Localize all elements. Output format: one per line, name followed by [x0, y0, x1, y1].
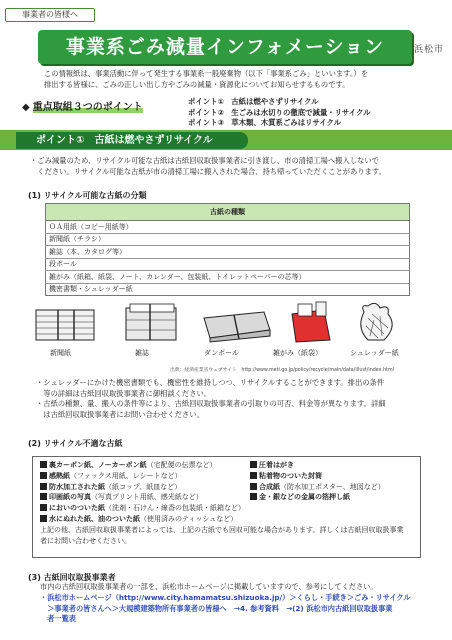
page-title: 事業系ごみ減量インフォメーション — [38, 30, 412, 64]
unsuitable-list-left — [40, 460, 245, 525]
points-heading — [22, 98, 143, 113]
list-item: 防水加工された紙（紙コップ、紙皿など） — [40, 482, 245, 493]
caption-newspaper: 新聞紙 — [50, 349, 71, 357]
square-bullet-icon — [40, 461, 47, 468]
caption-shredder: シュレッダー紙 — [350, 349, 399, 357]
image-source: 出典：経済産業省ウェブサイト http://www.meti.go.jp/policy/recycle/main/data/illust/index.html — [170, 368, 394, 373]
homepage-link[interactable]: ＞事業者の皆さんへ＞大規模建築物所有事業者の皆様へ →4. 参考資料 →(2) 浜松市内古紙回収取扱事業 — [40, 603, 393, 613]
table-row: ＯＡ用紙（コピー用紙等） — [46, 221, 410, 234]
points-title: 重点取組３つのポイント — [32, 102, 143, 113]
square-bullet-icon — [250, 493, 257, 500]
note-line: ・シュレッダーにかけた機密書類でも、機密性を維持しつつ、リサイクルすることができます。排出の条件 — [36, 378, 385, 387]
list-item: 印画紙の写真（写真プリント用紙、感光紙など） — [40, 492, 245, 503]
point-item: ポイント② 生ごみは水切りの徹底で減量・リサイクル — [188, 107, 371, 117]
point-item: ポイント③ 草木類、木質系ごみはリサイクル — [188, 118, 342, 127]
intro-text — [44, 68, 414, 90]
homepage-link[interactable]: 者一覧表 — [40, 614, 76, 624]
paper-bag-illustration — [292, 302, 330, 342]
square-bullet-icon — [40, 504, 47, 511]
table-row: 雑がみ（紙箱、紙袋、ノート、カレンダー、包装紙、トイレットペーパーの芯等） — [46, 271, 410, 284]
note-line: は古紙回収取扱事業者にお問い合わせください。 — [36, 409, 204, 419]
square-bullet-icon — [40, 483, 47, 490]
section1-text — [30, 156, 430, 177]
square-bullet-icon — [40, 493, 47, 500]
list-item: 感熱紙（ファックス用紙、レシートなど） — [40, 471, 245, 482]
list-item: 合成紙（防水加工ポスター、地図など） — [250, 482, 385, 493]
audience-tag: 事業者の皆様へ — [5, 8, 95, 22]
cardboard-illustration — [204, 312, 270, 342]
list-item: 水にぬれた紙、油のついた紙（使用済みのティッシュなど） — [40, 514, 245, 525]
shredder-paper-illustration — [361, 303, 392, 340]
text-line: ください。リサイクル可能な古紙が市の清掃工場に搬入された場合、持ち帰っていただくことがあります。 — [30, 166, 386, 176]
newspaper-illustration — [36, 310, 94, 340]
list-item: 圧着はがき — [250, 460, 385, 471]
list-item: 粘着物のついた封筒 — [250, 471, 385, 482]
table-row: 機密書類・シュレッダー紙 — [46, 283, 410, 296]
intro-line: 排出する皆様に、ごみの正しい出し方やごみの減量・資源化についてお知らせするものです。 — [44, 80, 350, 89]
square-bullet-icon — [40, 472, 47, 479]
point-item: ポイント① 古紙は燃やさずリサイクル — [188, 97, 319, 106]
text-line: ・ごみ減量のため、リサイクル可能な古紙は古紙回収取扱事業者に引き渡し、市の清掃工場へ搬入しないで — [30, 156, 379, 165]
table-header: 古紙の種類 — [46, 204, 410, 221]
caption-magazine: 雑誌 — [135, 349, 149, 357]
section1-heading: ポイント① 古紙は燃やさずリサイクル — [16, 132, 248, 149]
table-row: 段ボール — [46, 258, 410, 271]
recyclable-heading: (1) リサイクル可能な古紙の分類 — [28, 191, 147, 200]
unsuitable-note: 上記の他、古紙回収取扱事業者によっては、上記の古紙でも回収可能な場合があります。詳しくは古紙回収取扱事業 者にお問い合わせください。 — [40, 526, 404, 545]
square-bullet-icon — [250, 472, 257, 479]
square-bullet-icon — [40, 515, 47, 522]
square-bullet-icon — [250, 483, 257, 490]
points-list — [188, 97, 371, 129]
note-line: 等の詳細は古紙回収取扱事業者に御相談ください。 — [36, 388, 212, 398]
paper-illustrations — [34, 300, 414, 344]
text-line: 市内の古紙回収取扱事業者の一部を、浜松市ホームページに掲載していますので、参考にしてください。 — [40, 582, 378, 591]
collectors-heading: (3) 古紙回収取扱事業者 — [28, 573, 116, 582]
unsuitable-heading: (2) リサイクル不適な古紙 — [28, 439, 123, 448]
city-name: 浜松市 — [414, 45, 445, 55]
caption-cardboard: ダンボール — [204, 349, 239, 357]
list-item: においのついた紙（洗剤・石けん・線香の包装紙・紙箱など） — [40, 503, 245, 514]
magazine-illustration — [126, 304, 176, 340]
list-item: 金・銀などの金属の箔押し紙 — [250, 492, 385, 503]
homepage-link[interactable]: ・浜松市ホームページ（http://www.city.hamamatsu.shizuoka.jp/）＞くらし・手続き＞ごみ・リサイクル — [40, 592, 411, 602]
collectors-text — [40, 582, 430, 625]
table-row: 雑誌（本、カタログ等） — [46, 246, 410, 259]
diamond-icon: ◆ — [22, 102, 30, 113]
unsuitable-list-right — [250, 460, 385, 503]
intro-line: この情報紙は、事業活動に伴って発生する事業系一般廃棄物（以下「事業系ごみ」といいます。）を — [44, 69, 369, 78]
note-line: ・古紙の種類、量、搬入の条件等により、古紙回収取扱事業者の引取りの可否、料金等が異なります。詳細 — [36, 399, 386, 408]
caption-paper-bag: 雑がみ（紙袋） — [273, 349, 322, 357]
list-item: 裏カーボン紙、ノーカーボン紙（宅配便の伝票など） — [40, 460, 245, 471]
square-bullet-icon — [250, 461, 257, 468]
paper-types-table — [45, 203, 410, 296]
table-row: 新聞紙（チラシ） — [46, 233, 410, 246]
section1-notes — [36, 378, 431, 420]
